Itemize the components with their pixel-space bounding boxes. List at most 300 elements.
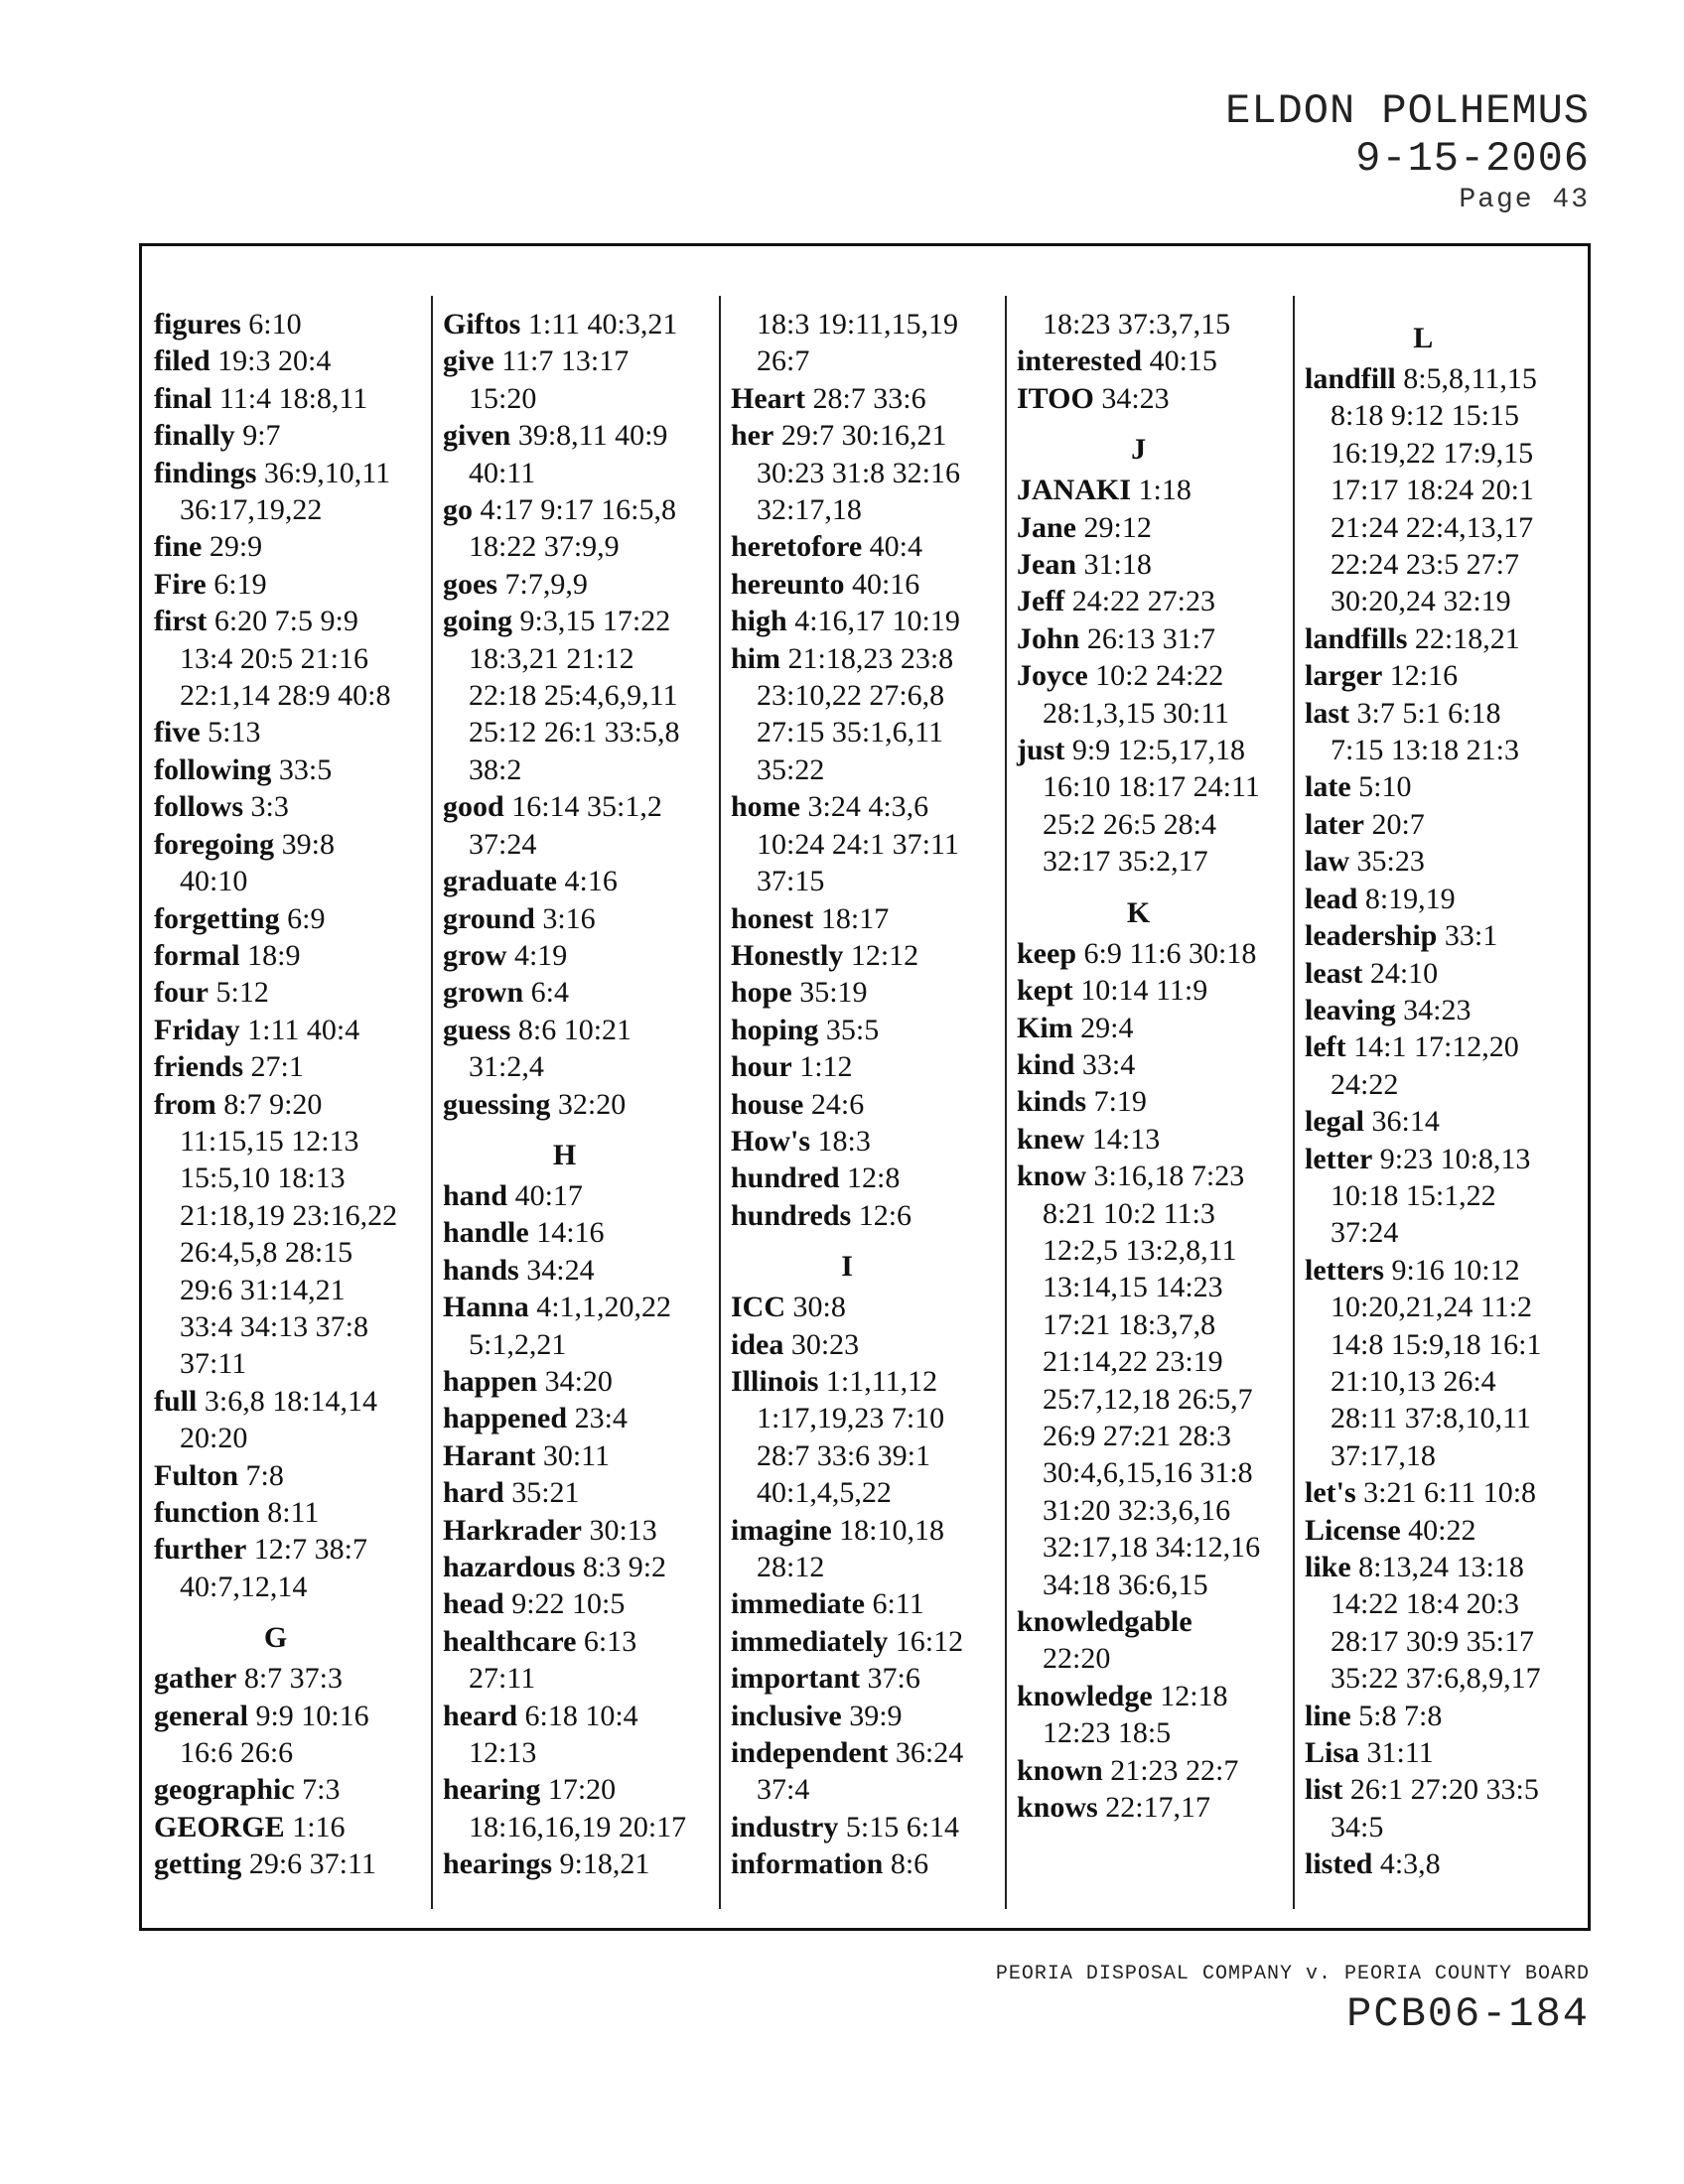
page-header — [1225, 87, 1590, 218]
index-continuation: 32:17 35:2,17 — [1043, 845, 1208, 879]
index-continuation: 20:20 — [180, 1422, 248, 1455]
index-continuation: 40:1,4,5,22 — [757, 1476, 892, 1510]
index-term: honest — [731, 901, 814, 935]
index-term: home — [731, 790, 800, 824]
index-term: How's — [731, 1124, 811, 1158]
index-continuation: 24:22 — [1331, 1067, 1399, 1101]
case-caption: PEORIA DISPOSAL COMPANY v. PEORIA COUNTY BOARD — [995, 1963, 1590, 1985]
index-entry — [1305, 657, 1542, 694]
index-column-5 — [1305, 306, 1542, 1883]
index-entry — [443, 603, 686, 639]
index-term: kept — [1017, 974, 1073, 1008]
page-line-refs: 9:18,21 — [559, 1847, 650, 1881]
index-term: happened — [443, 1402, 568, 1435]
section-letter: H — [552, 1138, 577, 1171]
index-entry — [443, 1585, 686, 1622]
index-entry — [443, 1289, 686, 1325]
index-entry — [1017, 935, 1260, 972]
index-column-4 — [1017, 306, 1260, 1826]
index-term: go — [443, 493, 473, 527]
index-continuation: 18:3 19:11,15,19 — [757, 308, 959, 341]
index-entry — [731, 1048, 963, 1085]
page-line-refs: 14:16 — [536, 1216, 605, 1250]
page-line-refs: 39:8,11 40:9 — [517, 419, 668, 453]
index-term: important — [731, 1662, 860, 1696]
index-term: letter — [1305, 1142, 1373, 1175]
page-line-refs: 8:3 9:2 — [582, 1551, 667, 1583]
index-entry — [443, 1363, 686, 1400]
index-entry — [731, 566, 963, 603]
page-line-refs: 20:7 — [1371, 807, 1425, 841]
index-term: letters — [1305, 1253, 1384, 1287]
index-term: Heart — [731, 381, 805, 415]
index-term: let's — [1305, 1476, 1356, 1510]
index-term: kinds — [1017, 1085, 1087, 1119]
page-line-refs: 12:7 38:7 — [253, 1533, 367, 1567]
index-continuation: 28:1,3,15 30:11 — [1043, 696, 1230, 730]
page-line-refs: 8:19,19 — [1364, 882, 1456, 915]
index-term: lead — [1305, 882, 1358, 915]
page-line-refs: 29:12 — [1083, 510, 1152, 544]
index-term: Fire — [154, 567, 207, 601]
index-term: foregoing — [154, 827, 275, 861]
index-entry — [731, 900, 963, 937]
index-continuation: 30:23 31:8 32:16 — [757, 456, 961, 489]
index-entry — [1305, 1845, 1542, 1882]
index-entry — [1305, 695, 1542, 732]
index-term: function — [154, 1496, 260, 1529]
index-entry — [443, 1512, 686, 1549]
index-term: graduate — [443, 865, 557, 898]
index-continuation: 17:21 18:3,7,8 — [1043, 1307, 1216, 1341]
page-line-refs: 9:9 10:16 — [255, 1699, 369, 1732]
index-term: given — [443, 419, 511, 453]
index-term: Kim — [1017, 1011, 1073, 1044]
page-line-refs: 6:18 10:4 — [524, 1699, 638, 1732]
index-term: following — [154, 752, 272, 786]
index-entry — [443, 863, 686, 899]
index-entry — [443, 342, 686, 379]
page-line-refs: 5:13 — [208, 716, 261, 750]
index-continuation: 40:7,12,14 — [180, 1570, 308, 1603]
page-line-refs: 5:12 — [215, 976, 269, 1010]
index-entry — [1305, 1734, 1542, 1771]
index-entry — [154, 974, 397, 1011]
page-line-refs: 8:7 9:20 — [223, 1087, 323, 1121]
index-entry — [443, 306, 686, 342]
column-divider — [1293, 296, 1295, 1909]
page-line-refs: 5:10 — [1358, 770, 1412, 804]
index-entry — [154, 528, 397, 565]
page-line-refs: 16:12 — [895, 1624, 964, 1658]
section-letter: L — [1413, 322, 1434, 354]
page-line-refs: 7:8 — [245, 1458, 284, 1492]
page-line-refs: 36:24 — [895, 1736, 964, 1770]
index-term: Giftos — [443, 308, 521, 341]
page-line-refs: 30:13 — [589, 1513, 657, 1547]
page-line-refs: 29:9 — [209, 530, 263, 564]
index-entry — [443, 1474, 686, 1511]
page-footer — [996, 1961, 1590, 2040]
index-entry — [1017, 546, 1260, 583]
index-term: leadership — [1305, 919, 1438, 953]
index-term: her — [731, 419, 774, 453]
index-entry — [154, 603, 397, 639]
index-term: Jeff — [1017, 585, 1065, 618]
index-term: late — [1305, 770, 1351, 804]
page-line-refs: 18:3 — [817, 1124, 871, 1158]
page-line-refs: 22:18,21 — [1414, 621, 1520, 655]
page-line-refs: 7:7,9,9 — [504, 567, 588, 601]
index-entry — [443, 1214, 686, 1251]
index-term: know — [1017, 1160, 1087, 1193]
index-term: interested — [1017, 344, 1143, 378]
case-number: PCB06-184 — [1346, 1990, 1590, 2038]
index-entry — [731, 1809, 963, 1845]
index-term: known — [1017, 1753, 1103, 1787]
index-entry — [1305, 1698, 1542, 1734]
page-line-refs: 8:7 37:3 — [243, 1662, 343, 1696]
index-continuation: 18:22 37:9,9 — [469, 530, 620, 564]
index-entry — [154, 306, 397, 342]
index-entry — [1305, 1141, 1542, 1177]
index-entry — [443, 491, 686, 528]
page-line-refs: 35:21 — [511, 1476, 580, 1510]
index-term: final — [154, 381, 212, 415]
index-continuation: 34:5 — [1331, 1810, 1384, 1843]
index-entry — [443, 1177, 686, 1214]
index-column-3 — [731, 306, 963, 1883]
page-line-refs: 3:16,18 7:23 — [1093, 1160, 1245, 1193]
index-entry — [443, 1252, 686, 1289]
index-entry — [1305, 1103, 1542, 1140]
page-line-refs: 39:8 — [281, 827, 335, 861]
page-line-refs: 40:15 — [1149, 344, 1217, 378]
index-term: Lisa — [1305, 1736, 1360, 1770]
index-continuation: 10:18 15:1,22 — [1331, 1178, 1496, 1212]
page-line-refs: 17:20 — [547, 1773, 617, 1807]
deposition-date: 9-15-2006 — [1355, 135, 1590, 183]
page-line-refs: 12:6 — [858, 1198, 912, 1232]
page-line-refs: 14:1 17:12,20 — [1353, 1030, 1519, 1064]
index-continuation: 31:20 32:3,6,16 — [1043, 1493, 1231, 1527]
index-entry — [1017, 732, 1260, 768]
page-line-refs: 35:5 — [825, 1013, 880, 1046]
page-line-refs: 4:1,1,20,22 — [536, 1291, 672, 1324]
page-line-refs: 22:17,17 — [1105, 1791, 1211, 1825]
index-continuation: 32:17,18 34:12,16 — [1043, 1531, 1261, 1565]
index-term: heard — [443, 1699, 517, 1732]
index-continuation: 28:7 33:6 39:1 — [757, 1438, 931, 1472]
index-continuation: 22:18 25:4,6,9,11 — [469, 679, 678, 713]
index-entry — [731, 1512, 963, 1549]
index-term: idea — [731, 1327, 784, 1361]
section-letter: K — [1126, 895, 1151, 929]
page-line-refs: 18:9 — [247, 938, 301, 972]
page-line-refs: 8:5,8,11,15 — [1403, 362, 1537, 395]
index-entry — [1305, 806, 1542, 843]
index-term: guess — [443, 1013, 511, 1046]
index-term: happen — [443, 1364, 538, 1398]
index-entry — [731, 1845, 963, 1882]
page-line-refs: 19:3 20:4 — [217, 344, 332, 378]
index-continuation: 22:20 — [1043, 1642, 1111, 1676]
index-term: immediately — [731, 1624, 889, 1658]
index-continuation: 21:24 22:4,13,17 — [1331, 510, 1534, 544]
page-line-refs: 34:20 — [544, 1364, 613, 1398]
index-continuation: 38:2 — [469, 752, 522, 786]
index-entry — [1017, 1789, 1260, 1826]
index-entry — [1017, 472, 1260, 508]
index-entry — [1017, 657, 1260, 694]
index-entry — [1305, 917, 1542, 954]
index-term: Honestly — [731, 938, 844, 972]
index-term: knew — [1017, 1122, 1085, 1156]
index-entry — [731, 1326, 963, 1363]
index-term: hope — [731, 976, 792, 1010]
index-term: later — [1305, 807, 1364, 841]
index-continuation: 10:20,21,24 11:2 — [1331, 1291, 1533, 1324]
page-line-refs: 9:3,15 17:22 — [519, 605, 671, 638]
index-term: Illinois — [731, 1364, 819, 1398]
page-line-refs: 11:4 18:8,11 — [218, 381, 368, 415]
page-line-refs: 3:7 5:1 6:18 — [1356, 696, 1501, 730]
index-continuation: 28:17 30:9 35:17 — [1331, 1624, 1535, 1658]
index-continuation: 16:6 26:6 — [180, 1736, 294, 1770]
index-continuation: 8:18 9:12 15:15 — [1331, 399, 1520, 433]
page-line-refs: 18:17 — [820, 901, 890, 935]
index-continuation: 16:19,22 17:9,15 — [1331, 436, 1534, 470]
index-term: immediate — [731, 1587, 865, 1621]
page-line-refs: 4:16,17 10:19 — [794, 605, 960, 638]
index-continuation: 22:24 23:5 27:7 — [1331, 548, 1520, 582]
index-term: imagine — [731, 1513, 832, 1547]
index-continuation: 13:4 20:5 21:16 — [180, 641, 369, 675]
page-line-refs: 30:8 — [792, 1291, 846, 1324]
index-entry — [1305, 1549, 1542, 1585]
page-line-refs: 1:11 40:4 — [247, 1013, 360, 1046]
page-line-refs: 16:14 35:1,2 — [511, 790, 662, 824]
page-line-refs: 9:22 10:5 — [511, 1587, 626, 1621]
index-term: fine — [154, 530, 203, 564]
index-entry — [1017, 972, 1260, 1009]
index-continuation: 28:11 37:8,10,11 — [1331, 1402, 1531, 1435]
index-term: good — [443, 790, 504, 824]
index-term: hands — [443, 1253, 519, 1287]
index-entry — [443, 974, 686, 1011]
page-line-refs: 6:19 — [213, 567, 267, 601]
index-entry — [731, 974, 963, 1011]
index-term: Jane — [1017, 510, 1076, 544]
index-continuation: 37:11 — [180, 1347, 247, 1381]
index-entry — [731, 937, 963, 974]
index-entry — [154, 1531, 397, 1568]
index-entry — [443, 417, 686, 454]
index-continuation: 15:20 — [469, 381, 537, 415]
page-line-refs: 30:11 — [542, 1438, 611, 1472]
page-line-refs: 8:6 — [890, 1847, 929, 1881]
index-continuation: 32:17,18 — [757, 493, 862, 527]
index-continuation: 21:18,19 23:16,22 — [180, 1198, 398, 1232]
page-line-refs: 5:15 6:14 — [845, 1810, 960, 1843]
index-continuation: 7:15 13:18 21:3 — [1331, 734, 1520, 767]
page-line-refs: 12:8 — [847, 1161, 901, 1195]
index-entry — [731, 380, 963, 417]
index-term: four — [154, 976, 209, 1010]
page-line-refs: 34:24 — [526, 1253, 595, 1287]
index-term: handle — [443, 1216, 529, 1250]
index-entry — [443, 566, 686, 603]
index-entry — [443, 900, 686, 937]
index-term: house — [731, 1087, 804, 1121]
index-entry — [154, 900, 397, 937]
index-term: grow — [443, 938, 507, 972]
page-line-refs: 33:1 — [1444, 919, 1498, 953]
index-term: least — [1305, 956, 1363, 990]
page-line-refs: 4:19 — [513, 938, 568, 972]
index-term: industry — [731, 1810, 839, 1843]
page-line-refs: 6:11 — [872, 1587, 924, 1621]
page-line-refs: 1:1,11,12 — [825, 1364, 938, 1398]
page-line-refs: 3:16 — [542, 901, 596, 935]
index-term: JANAKI — [1017, 474, 1132, 507]
index-term: inclusive — [731, 1699, 842, 1732]
index-term: from — [154, 1087, 216, 1121]
index-continuation: 35:22 37:6,8,9,17 — [1331, 1662, 1541, 1696]
index-term: hundred — [731, 1161, 840, 1195]
index-term: Friday — [154, 1013, 240, 1046]
index-continuation: 18:3,21 21:12 — [469, 641, 634, 675]
index-term: knowledgable — [1017, 1605, 1193, 1638]
index-entry — [154, 1809, 397, 1845]
index-term: list — [1305, 1773, 1343, 1807]
index-term: knowledge — [1017, 1679, 1153, 1712]
index-entry — [1305, 1512, 1542, 1549]
index-term: line — [1305, 1699, 1351, 1732]
index-entry — [154, 342, 397, 379]
page-line-refs: 9:9 12:5,17,18 — [1071, 734, 1246, 767]
index-entry — [731, 1123, 963, 1160]
page-line-refs: 6:9 11:6 30:18 — [1083, 936, 1257, 970]
index-entry — [154, 826, 397, 863]
index-continuation: 29:6 31:14,21 — [180, 1273, 346, 1306]
index-continuation: 34:18 36:6,15 — [1043, 1568, 1208, 1601]
column-divider — [431, 296, 433, 1909]
column-divider — [1005, 296, 1007, 1909]
index-term: figures — [154, 308, 241, 341]
index-entry — [1305, 620, 1542, 657]
page-line-refs: 9:23 10:8,13 — [1379, 1142, 1531, 1175]
page-line-refs: 24:6 — [810, 1087, 865, 1121]
index-entry — [154, 751, 397, 788]
index-continuation: 5:1,2,21 — [469, 1327, 567, 1361]
page-line-refs: 36:9,10,11 — [263, 456, 391, 489]
index-term: five — [154, 716, 201, 750]
page-line-refs: 26:13 31:7 — [1086, 621, 1216, 655]
index-entry — [154, 1845, 397, 1882]
page-line-refs: 4:3,8 — [1379, 1847, 1441, 1881]
index-continuation: 22:1,14 28:9 40:8 — [180, 679, 391, 713]
index-term: first — [154, 605, 208, 638]
index-entry — [1017, 1678, 1260, 1714]
index-entry — [154, 1086, 397, 1123]
page-line-refs: 8:6 10:21 — [517, 1013, 632, 1046]
page-line-refs: 6:4 — [530, 976, 569, 1010]
index-entry — [1305, 1028, 1542, 1065]
page-line-refs: 24:10 — [1369, 956, 1439, 990]
index-term: goes — [443, 567, 497, 601]
index-entry — [731, 1289, 963, 1325]
index-term: guessing — [443, 1087, 551, 1121]
index-term: hearings — [443, 1847, 553, 1881]
index-term: hereunto — [731, 567, 845, 601]
index-continuation: 28:12 — [757, 1551, 825, 1583]
column-divider — [719, 296, 721, 1909]
index-term: him — [731, 641, 781, 675]
index-term: listed — [1305, 1847, 1373, 1881]
page-line-refs: 21:23 22:7 — [1110, 1753, 1239, 1787]
index-entry — [443, 1845, 686, 1882]
page-line-refs: 3:24 4:3,6 — [807, 790, 929, 824]
index-term: left — [1305, 1030, 1346, 1064]
index-entry — [154, 714, 397, 751]
index-continuation: 26:4,5,8 28:15 — [180, 1236, 353, 1270]
index-term: follows — [154, 790, 243, 824]
page-line-refs: 31:18 — [1083, 548, 1152, 582]
page-line-refs: 6:10 — [248, 308, 302, 341]
index-entry — [154, 566, 397, 603]
index-entry — [1305, 881, 1542, 917]
index-term: gather — [154, 1662, 237, 1696]
page-line-refs: 9:16 10:12 — [1391, 1253, 1520, 1287]
index-term: friends — [154, 1050, 243, 1084]
index-term: keep — [1017, 936, 1076, 970]
index-term: forgetting — [154, 901, 280, 935]
page-line-refs: 11:7 13:17 — [501, 344, 630, 378]
index-entry — [154, 1660, 397, 1697]
index-term: ITOO — [1017, 381, 1094, 415]
index-continuation: 12:2,5 13:2,8,11 — [1043, 1233, 1237, 1267]
index-entry — [1017, 380, 1260, 417]
index-continuation: 16:10 18:17 24:11 — [1043, 770, 1260, 804]
page-line-refs: 7:19 — [1093, 1085, 1147, 1119]
page-line-refs: 1:12 — [799, 1050, 853, 1084]
index-entry — [154, 455, 397, 491]
index-entry — [443, 1549, 686, 1585]
index-entry — [443, 1437, 686, 1474]
index-continuation: 37:24 — [1331, 1216, 1399, 1250]
index-term: Harant — [443, 1438, 536, 1472]
index-term: landfills — [1305, 621, 1408, 655]
index-continuation: 26:9 27:21 28:3 — [1043, 1419, 1232, 1452]
index-entry — [1017, 1121, 1260, 1158]
page-line-refs: 29:6 37:11 — [248, 1847, 376, 1881]
index-entry — [731, 603, 963, 639]
index-column-1 — [154, 306, 397, 1883]
index-continuation: 36:17,19,22 — [180, 493, 323, 527]
index-frame — [139, 243, 1591, 1931]
index-entry — [154, 937, 397, 974]
page-line-refs: 3:3 — [250, 790, 289, 824]
index-continuation: 26:7 — [757, 344, 810, 378]
page-line-refs: 7:3 — [302, 1773, 341, 1807]
index-term: independent — [731, 1736, 889, 1770]
page-line-refs: 5:8 7:8 — [1358, 1699, 1443, 1732]
index-term: legal — [1305, 1105, 1364, 1139]
index-continuation: 25:7,12,18 26:5,7 — [1043, 1382, 1253, 1416]
index-continuation: 10:24 24:1 37:11 — [757, 827, 959, 861]
index-entry — [1305, 955, 1542, 992]
